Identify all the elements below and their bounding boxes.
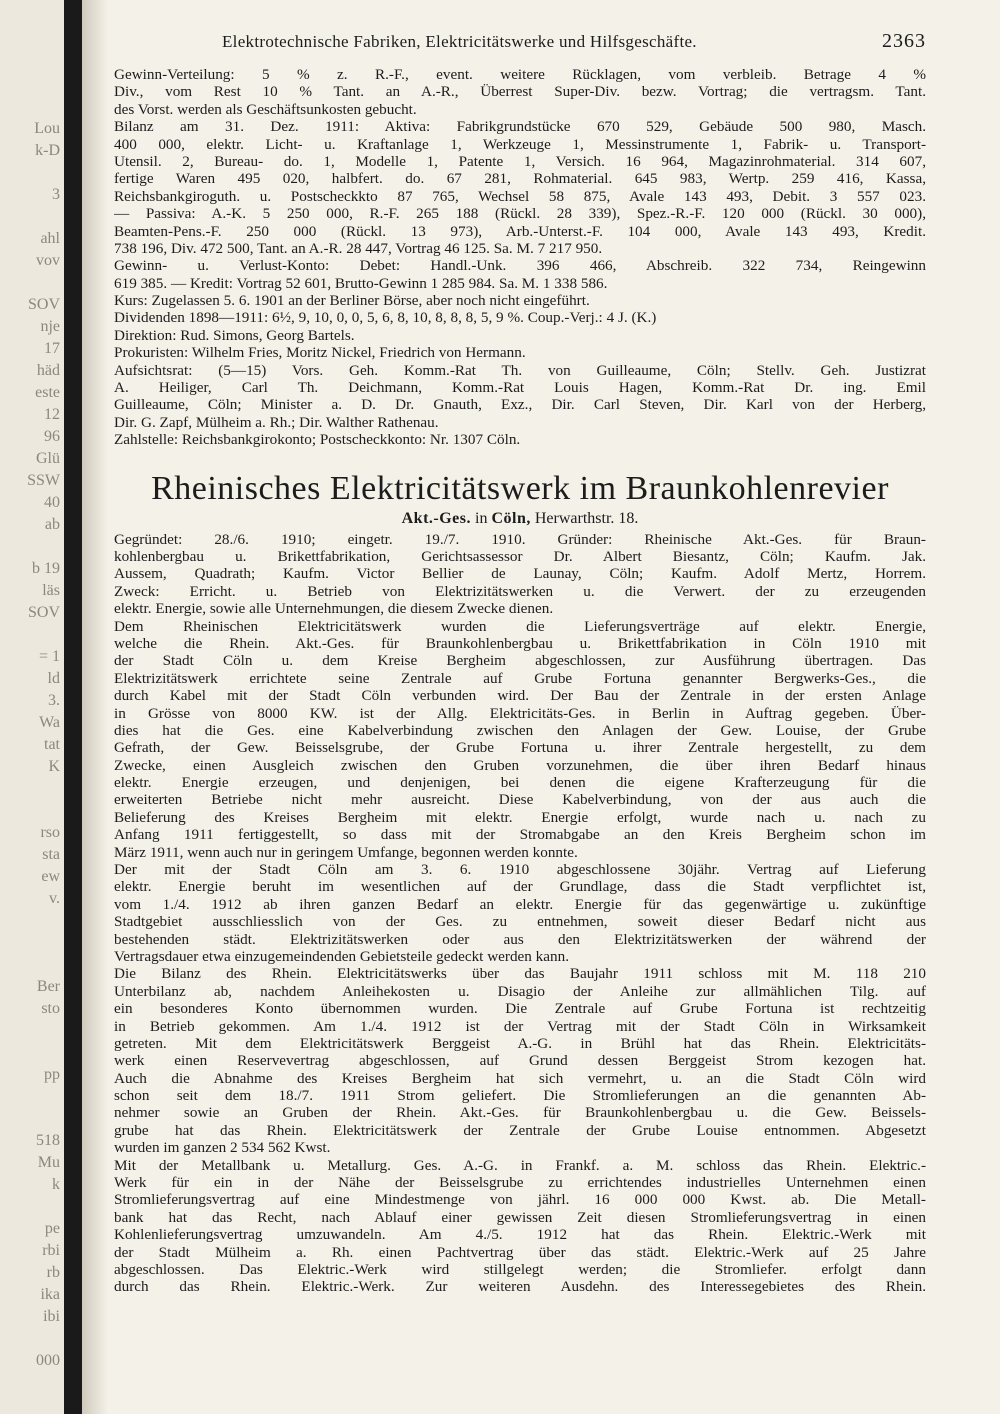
gutter-fragment: tat — [44, 736, 60, 753]
text-line: Gewinn-Verteilung: 5 % z. R.-F., event. weitere Rücklagen, vom verbleib. Betrage 4 % — [114, 66, 926, 83]
gutter-fragment — [4, 1086, 60, 1108]
gutter-fragment: SOV — [27, 296, 60, 313]
gutter-fragment — [4, 800, 60, 822]
gutter-fragment — [4, 1020, 60, 1042]
spine-gradient — [82, 0, 108, 1414]
gutter-fragment: ld — [47, 670, 60, 687]
text-line: wurden im ganzen 2 534 562 Kwst. — [114, 1139, 331, 1157]
gutter-fragment: 3 — [52, 186, 60, 203]
gutter-fragment: Lou — [34, 120, 60, 137]
text-line: — Passiva: A.-K. 5 250 000, R.-F. 265 188 (Rückl. 28 339), Spez.-R.-F. 120 000 (Rückl. 30 000), — [114, 205, 926, 223]
text-line: schon seit dem 18./7. 1911 Strom geliefert. Die Stromlieferungen an die genannten Ab- — [114, 1087, 926, 1105]
text-line: Unterbilanz ab, nachdem Anleihekosten u. Disagio der Anleihe zur allmählichen Tilg. auf — [114, 982, 926, 1000]
gutter-fragment: läs — [42, 582, 60, 599]
text-line: Anfang 1911 fertiggestellt, so dass mit der Stromabgabe an den Kreis Bergheim schon im — [114, 826, 926, 844]
text-line: Stadtgebiet ausschliesslich von der Ges. zu entnehmen, soweit dieser Bedarf nicht aus — [114, 913, 926, 931]
gutter-fragment: nje — [40, 318, 60, 335]
text-line: getreten. Mit dem Elektricitätswerk Berggeist A.-G. in Brühl hat das Rhein. Elektricitäts- — [114, 1034, 926, 1052]
gutter-fragment — [4, 1196, 60, 1218]
text-line: erweiterten Betriebe nicht mehr ausreicht. Diese Kabelverbindung, von der aus auch die — [114, 791, 926, 809]
text-line: abgeschlossen. Das Elektric.-Werk wird stillgelegt werden; die Stromliefer. erfolgt dann — [114, 1261, 926, 1278]
gutter-fragment: 12 — [44, 406, 60, 423]
text-line: grube hat das Rhein. Elektricitätswerk der Zentrale der Grube Louise entnommen. Abgesetzt — [114, 1121, 926, 1139]
gutter-fragment — [4, 272, 60, 294]
company-title: Rheinisches Elektricitätswerk im Braunkohlenrevier — [151, 469, 889, 507]
gutter-fragment: ew — [41, 868, 60, 885]
text-line: Direktion: Rud. Simons, Georg Bartels. — [114, 326, 355, 344]
gutter-fragment — [4, 778, 60, 800]
text-line: ein besonderes Konto übernommen wurden. Die Zentrale auf Grube Fortuna ist rechtzeitig — [114, 1000, 926, 1018]
text-line: Auch die Abnahme des Kreises Bergheim hat sich vermehrt, u. an die Stadt Cöln wird — [114, 1069, 926, 1087]
page-number: 2363 — [882, 30, 926, 52]
gutter-fragment: 40 — [44, 494, 60, 511]
text-line: 738 196, Div. 472 500, Tant. an A.-R. 28 447, Vortrag 46 125. Sa. M. 7 217 950. — [114, 239, 603, 257]
text-line: in Grösse von 8000 KW. ist der Allg. Elektricitäts-Ges. in Berlin in Auftrag gegeben. Über- — [114, 704, 926, 722]
gutter-fragment: sto — [41, 1000, 60, 1017]
text-line: Werk für ein in der Nähe der Beisselsgrube zu errichtendes industrielles Unternehmen einen — [114, 1174, 926, 1192]
text-line: kohlenbergbau u. Brikettfabrikation, Gerichtsassessor Dr. Albert Biesantz, Cöln; Kaufm. Jak. — [114, 547, 926, 565]
gutter-fragment: 000 — [36, 1352, 60, 1369]
gutter-fragment — [4, 1108, 60, 1130]
page-content — [114, 28, 926, 1296]
gutter-fragment: rso — [40, 824, 60, 841]
gutter-fragment: SOV — [27, 604, 60, 621]
gutter-fragment: sta — [42, 846, 60, 863]
text-line: fertige Waren 495 020, halbfert. do. 67 281, Rohmaterial. 645 983, Wertp. 259 416, Kassa, — [114, 170, 926, 188]
company-city: Cöln, — [491, 509, 531, 527]
text-line: elektr. Energie, sowie alle Unternehmungen, die diesem Zwecke dienen. — [114, 600, 554, 618]
gutter-fragment: 17 — [44, 340, 60, 357]
text-line: des Vorst. werden als Geschäftsunkosten gebucht. — [114, 100, 417, 118]
gutter-fragment — [4, 162, 60, 184]
gutter-fragment: k-D — [35, 142, 60, 159]
text-line: Elektrizitätswerk errichtete seine Zentrale auf Grube Fortuna genannter Bergwerks-Ges., die — [114, 669, 926, 687]
company-entry-previous — [114, 66, 926, 449]
gutter-fragment: ibi — [43, 1308, 60, 1325]
company-legal-form: Akt.-Ges. — [401, 509, 471, 527]
gutter-fragment: 3. — [48, 692, 60, 709]
text-line: Zwecke, einen Ausgleich zwischen den Gruben vorzunehmen, die über ihren Bedarf hinaus — [114, 756, 926, 774]
gutter-fragment — [4, 206, 60, 228]
gutter-fragment: K — [48, 758, 60, 775]
text-line: Vertragsdauer etwa einzugemeindenden Gebietsteile gedeckt werden kann. — [114, 947, 570, 965]
text-line: elektr. Energie erzeugen, und denjenigen, bei denen die eigene Krafterzeugung für die — [114, 774, 926, 792]
text-line: Utensil. 2, Bureau- do. 1, Modelle 1, Patente 1, Versich. 16 964, Magazinrohmaterial. 314 607, — [114, 152, 926, 170]
text-line: Kohlenlieferungsvertrag umzuwandeln. Am 4./5. 1912 hat das Rhein. Elektric.-Werk mit — [114, 1226, 926, 1244]
gutter-fragment: k — [52, 1176, 60, 1193]
text-line: bestehenden städt. Elektrizitätswerken oder aus den Elektrizitätswerken der während der — [114, 930, 926, 948]
gutter-fragment: Ber — [36, 978, 60, 995]
gutter-fragment: SSW — [27, 472, 60, 489]
gutter-fragment: Mu — [37, 1154, 60, 1171]
text-line: Die Bilanz des Rhein. Elektricitätswerks über das Baujahr 1911 schloss mit M. 118 210 — [114, 965, 926, 983]
text-line: Aussem, Quadrath; Kaufm. Victor Bellier de Launay, Cöln; Kaufm. Adolf Mertz, Horrem. — [114, 565, 926, 583]
gutter-fragment: rb — [46, 1264, 60, 1281]
text-line: welche die Rhein. Akt.-Ges. für Braunkohlenbergbau u. Brikettfabrikation in Cöln 1910 mit — [114, 634, 926, 652]
text-line: Gewinn- u. Verlust-Konto: Debet: Handl.-Unk. 396 466, Abschreib. 322 734, Reingewinn — [114, 257, 926, 275]
text-line: elektr. Energie beruht im wesentlichen auf der Grundlage, dass die Stadt verpflichtet ist, — [114, 878, 926, 896]
gutter-fragment: = 1 — [38, 648, 60, 665]
gutter-fragment: häd — [36, 362, 60, 379]
text-line: der Stadt Cöln u. dem Kreise Bergheim abgeschlossen, zur Ausführung übertragen. Das — [114, 652, 926, 670]
text-line: in Betrieb gekommen. Am 1./4. 1912 ist der Vertrag mit der Stadt Cöln in Wirksamkeit — [114, 1017, 926, 1035]
text-line: Dir. G. Zapf, Mülheim a. Rh.; Dir. Walther Rathenau. — [114, 413, 439, 431]
text-line: Bilanz am 31. Dez. 1911: Aktiva: Fabrikgrundstücke 670 529, Gebäude 500 980, Masch. — [114, 118, 926, 136]
gutter-fragment: 518 — [36, 1132, 60, 1149]
company-entry-rheinisches — [114, 531, 926, 1296]
gutter-fragment — [4, 1042, 60, 1064]
company-address: Herwarthstr. 18. — [534, 509, 639, 527]
gutter-fragment: ahl — [40, 230, 60, 247]
text-line: dies hat die Ges. eine Kabelverbindung zwischen den Anlagen der Gew. Louise, der Grube — [114, 721, 926, 739]
gutter-fragment: este — [35, 384, 60, 401]
company-subtitle — [114, 509, 926, 529]
gutter-fragment — [4, 954, 60, 976]
text-line: Der mit der Stadt Cöln am 3. 6. 1910 abgeschlossene 30jähr. Vertrag auf Lieferung — [114, 861, 926, 879]
gutter-fragment: pp — [44, 1066, 60, 1083]
gutter-fragment: 96 — [44, 428, 60, 445]
running-head — [114, 28, 926, 60]
text-line: vom 1./4. 1912 ab ihren ganzen Bedarf an elektr. Energie für das gegenwärtige u. zukünftige — [114, 895, 926, 913]
gutter-fragment: v. — [49, 890, 60, 907]
text-line: bank hat das Recht, nach Ablauf einer gewissen Zeit diesen Stromlieferungsvertrag in einen — [114, 1208, 926, 1226]
gutter-bleed-through — [0, 0, 64, 1414]
gutter-fragment: Wa — [39, 714, 60, 731]
text-line: durch das Rhein. Elektric.-Werk. Zur weiteren Ausdehn. des Interessegebietes des Rhein. — [114, 1278, 926, 1296]
text-line: Aufsichtsrat: (5—15) Vors. Geh. Komm.-Rat Th. von Guilleaume, Cöln; Stellv. Geh. Justizrat — [114, 361, 926, 379]
running-head-title: Elektrotechnische Fabriken, Elektricitätswerke und Hilfsgeschäfte. — [222, 32, 697, 51]
text-line: 400 000, elektr. Licht- u. Kraftanlage 1, Werkzeuge 1, Messinstrumente 1, Fabrik- u. Transport- — [114, 135, 926, 153]
text-line: Beamten-Pens.-F. 250 000 (Rückl. 13 973), Arb.-Unterst.-F. 104 000, Avale 143 493, Kredit. — [114, 222, 926, 240]
text-line: März 1911, wenn auch nur in geringem Umfange, begonnen werden konnte. — [114, 843, 578, 861]
gutter-fragment — [4, 932, 60, 954]
text-line: durch Kabel mit der Stadt Cöln verbunden wird. Der Bau der Zentrale in der ersten Anlage — [114, 687, 926, 705]
text-line: Dem Rheinischen Elektricitätswerk wurden die Lieferungsverträge auf elektr. Energie, — [114, 617, 926, 635]
text-line: A. Heiliger, Carl Th. Deichmann, Komm.-Rat Louis Hagen, Komm.-Rat Dr. ing. Emil — [114, 379, 926, 397]
text-line: Guilleaume, Cöln; Minister a. D. Dr. Gnauth, Exz., Dir. Carl Steven, Dir. Karl von der Herberg, — [114, 396, 926, 414]
text-line: Zweck: Erricht. u. Betrieb von Elektrizitätswerken u. die Verwert. der zu erzeugenden — [114, 582, 926, 600]
gutter-fragment — [4, 624, 60, 646]
text-line: Kurs: Zugelassen 5. 6. 1901 an der Berliner Börse, aber noch nicht eingeführt. — [114, 292, 590, 310]
text-line: Belieferung des Kreises Bergheim mit elektr. Energie erfolgt, wurde nach u. nach zu — [114, 808, 926, 826]
text-line: Gefrath, der Gew. Beisselsgrube, der Grube Fortuna u. ihrer Zentrale hergestellt, zu dem — [114, 739, 926, 757]
text-line: Reichsbankgiroguth. u. Postscheckkto 87 765, Wechsel 58 875, Avale 143 493, Debit. 3 557 023. — [114, 187, 926, 205]
gutter-fragment: rbi — [42, 1242, 60, 1259]
gutter-fragment: vov — [36, 252, 60, 269]
book-spine-shadow — [64, 0, 82, 1414]
text-line: werk einen Reservevertrag abgeschlossen, auf Grund dessen Berggeist Strom kezogen hat. — [114, 1052, 926, 1070]
gutter-fragment: ab — [44, 516, 60, 533]
text-line: Prokuristen: Wilhelm Fries, Moritz Nickel, Friedrich von Hermann. — [114, 344, 526, 362]
gutter-fragment: pe — [44, 1220, 60, 1237]
company-subtitle-in: in — [475, 509, 488, 527]
text-line: Zahlstelle: Reichsbankgirokonto; Postscheckkonto: Nr. 1307 Cöln. — [114, 431, 521, 449]
text-line: Dividenden 1898—1911: 6½, 9, 10, 0, 0, 5, 6, 8, 10, 8, 8, 8, 5, 9 %. Coup.-Verj.: 4 J. (K.) — [114, 309, 657, 327]
text-line: Stromlieferungsvertrag auf eine Mindestmenge von jährl. 16 000 000 Kwst. ab. Die Metall- — [114, 1191, 926, 1209]
gutter-fragment — [4, 536, 60, 558]
text-line: Gegründet: 28./6. 1910; eingetr. 19./7. 1910. Gründer: Rheinische Akt.-Ges. für Braun- — [114, 530, 926, 548]
text-line: der Stadt Mülheim a. Rh. einen Pachtvertrag über das städt. Elektric.-Werk auf 25 Jahre — [114, 1243, 926, 1261]
text-line: Mit der Metallbank u. Metallurg. Ges. A.-G. in Frankf. a. M. schloss das Rhein. Elektric.- — [114, 1156, 926, 1174]
text-line: Div., vom Rest 10 % Tant. an A.-R., Überrest Super-Div. bezw. Vortrag; die vertragsm. Tant. — [114, 83, 926, 101]
text-line: 619 385. — Kredit: Vortrag 52 601, Brutto-Gewinn 1 285 984. Sa. M. 1 338 586. — [114, 274, 608, 292]
gutter-fragment — [4, 910, 60, 932]
text-line: nehmer sowie an Gruben der Rhein. Akt.-Ges. für Braunkohlenbergbau u. die Gew. Beissels- — [114, 1104, 926, 1122]
gutter-fragment: b 19 — [32, 560, 60, 577]
gutter-fragment: Glü — [36, 450, 60, 467]
gutter-fragment: ika — [40, 1286, 60, 1303]
gutter-fragment — [4, 1328, 60, 1350]
